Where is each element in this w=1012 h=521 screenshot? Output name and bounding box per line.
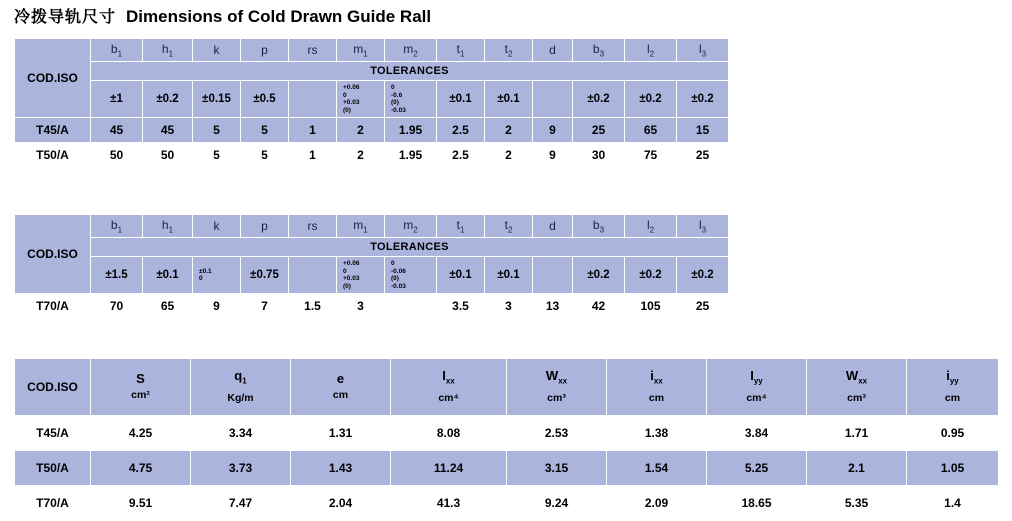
tolerance-cell: 0 -0.06 (0) -0.03 (385, 257, 437, 294)
table-row (15, 143, 729, 168)
table-cell: 2 (485, 143, 533, 168)
tolerance-cell: ±0.1 (437, 257, 485, 294)
table-cell: 3 (337, 294, 385, 319)
column-header: $b_3$ (573, 39, 625, 62)
table-cell: 9.24 (507, 486, 607, 521)
column-header: rs (289, 215, 337, 238)
row-label: T50/A (15, 451, 91, 486)
column-header: $W_{xx}$ cm³ (807, 359, 907, 416)
tolerance-cell: ±0.2 (573, 81, 625, 118)
table-cell: 1.43 (291, 451, 391, 486)
column-header: S cm² (91, 359, 191, 416)
corner-label: COD.ISO (15, 215, 91, 294)
tolerances-label-row (15, 238, 729, 257)
tolerance-cell: ±0.2 (677, 81, 729, 118)
table-cell: 2.53 (507, 416, 607, 451)
tolerance-cell: ±0.15 (193, 81, 241, 118)
table-cell: 65 (625, 118, 677, 143)
corner-label: COD.ISO (15, 359, 91, 416)
table-cell: 105 (625, 294, 677, 319)
tolerance-cell: ±0.1 (485, 81, 533, 118)
table-cell: 1.95 (385, 143, 437, 168)
column-header: $m_1$ (337, 39, 385, 62)
table-cell: 4.75 (91, 451, 191, 486)
table-cell: 65 (143, 294, 193, 319)
dimensions-table-1 (14, 38, 729, 168)
column-header: $W_{xx}$ cm³ (507, 359, 607, 416)
table-row (15, 294, 729, 319)
column-header: $t_2$ (485, 39, 533, 62)
column-header: $m_2$ (385, 215, 437, 238)
tolerance-cell: ±0.2 (677, 257, 729, 294)
table-cell: 9 (533, 118, 573, 143)
table-cell: 75 (625, 143, 677, 168)
table-cell: 50 (91, 143, 143, 168)
table-cell: 18.65 (707, 486, 807, 521)
table-cell: 3.34 (191, 416, 291, 451)
row-label: T50/A (15, 143, 91, 168)
row-label: T45/A (15, 118, 91, 143)
tolerance-cell (289, 257, 337, 294)
page-title-chinese: 冷拨导轨尺寸 (14, 9, 117, 26)
column-header: $t_2$ (485, 215, 533, 238)
tolerance-cell: ±0.1 (143, 257, 193, 294)
row-label: T70/A (15, 486, 91, 521)
tolerance-cell: +0.06 0 +0.03 (0) (337, 81, 385, 118)
table-cell: 2 (337, 118, 385, 143)
tolerance-cell: ±1.5 (91, 257, 143, 294)
table-cell: 3.84 (707, 416, 807, 451)
column-header: k (193, 215, 241, 238)
table-cell: 7 (241, 294, 289, 319)
table-cell: 1.95 (385, 118, 437, 143)
tolerance-cell: ±0.1 (437, 81, 485, 118)
column-header: p (241, 215, 289, 238)
table-cell: 5 (241, 143, 289, 168)
column-header: $b_1$ (91, 215, 143, 238)
table-cell: 5 (193, 118, 241, 143)
table-cell: 7.47 (191, 486, 291, 521)
column-header: $t_1$ (437, 215, 485, 238)
table-row (15, 118, 729, 143)
dimensions-table-2 (14, 214, 729, 319)
column-header: $I_{yy}$ cm⁴ (707, 359, 807, 416)
table-cell: 15 (677, 118, 729, 143)
table-cell (385, 294, 437, 319)
tolerance-cell: ±0.1 0 (193, 257, 241, 294)
column-header: $t_1$ (437, 39, 485, 62)
table-cell: 2.5 (437, 118, 485, 143)
tolerance-cell (533, 257, 573, 294)
column-header: $b_1$ (91, 39, 143, 62)
tolerance-cell: ±1 (91, 81, 143, 118)
table-cell: 5 (241, 118, 289, 143)
tolerance-cell: 0 -0.6 (0) -0.03 (385, 81, 437, 118)
column-header: $l_2$ (625, 39, 677, 62)
corner-label: COD.ISO (15, 39, 91, 118)
tolerances-row (15, 81, 729, 118)
tolerance-cell (533, 81, 573, 118)
column-header: $h_1$ (143, 215, 193, 238)
tolerance-cell: ±0.75 (241, 257, 289, 294)
table-cell: 2 (337, 143, 385, 168)
table-cell: 50 (143, 143, 193, 168)
column-header: rs (289, 39, 337, 62)
table-cell: 1 (289, 118, 337, 143)
column-header: k (193, 39, 241, 62)
table-header-row (15, 215, 729, 238)
tolerance-cell: ±0.2 (625, 257, 677, 294)
properties-table (14, 358, 999, 521)
table-header-row (15, 359, 999, 416)
table-cell: 11.24 (391, 451, 507, 486)
column-header: $l_2$ (625, 215, 677, 238)
table-cell: 41.3 (391, 486, 507, 521)
table-row (15, 416, 999, 451)
tolerance-cell: ±0.2 (573, 257, 625, 294)
tolerance-cell: ±0.5 (241, 81, 289, 118)
table-cell: 9 (193, 294, 241, 319)
tolerances-label: TOLERANCES (91, 62, 729, 81)
table-cell: 70 (91, 294, 143, 319)
column-header: $i_{xx}$ cm (607, 359, 707, 416)
table-row (15, 486, 999, 521)
tolerance-cell: ±0.2 (625, 81, 677, 118)
tolerances-row (15, 257, 729, 294)
table-cell: 25 (677, 143, 729, 168)
table-cell: 25 (677, 294, 729, 319)
column-header: $i_{yy}$ cm (907, 359, 999, 416)
table-cell: 25 (573, 118, 625, 143)
column-header: $q_1$ Kg/m (191, 359, 291, 416)
table-cell: 5.25 (707, 451, 807, 486)
column-header: e cm (291, 359, 391, 416)
tolerance-cell: ±0.2 (143, 81, 193, 118)
table-cell: 3.73 (191, 451, 291, 486)
table-cell: 1.54 (607, 451, 707, 486)
table-cell: 1.05 (907, 451, 999, 486)
table-cell: 3.5 (437, 294, 485, 319)
column-header: d (533, 215, 573, 238)
tolerances-label: TOLERANCES (91, 238, 729, 257)
table-header-row (15, 39, 729, 62)
table-cell: 0.95 (907, 416, 999, 451)
table-cell: 9 (533, 143, 573, 168)
table-cell: 45 (143, 118, 193, 143)
table-cell: 2 (485, 118, 533, 143)
table-cell: 4.25 (91, 416, 191, 451)
table-cell: 3 (485, 294, 533, 319)
column-header: $l_3$ (677, 39, 729, 62)
column-header: $b_3$ (573, 215, 625, 238)
table-cell: 1 (289, 143, 337, 168)
table-cell: 5.35 (807, 486, 907, 521)
column-header: p (241, 39, 289, 62)
table-cell: 42 (573, 294, 625, 319)
table-cell: 13 (533, 294, 573, 319)
column-header: $m_2$ (385, 39, 437, 62)
page-title-english: Dimensions of Cold Drawn Guide Rall (126, 7, 432, 26)
page-title (14, 4, 431, 27)
tolerance-cell: ±0.1 (485, 257, 533, 294)
table-cell: 2.04 (291, 486, 391, 521)
column-header: $m_1$ (337, 215, 385, 238)
table-cell: 2.5 (437, 143, 485, 168)
table-cell: 1.38 (607, 416, 707, 451)
table-row (15, 451, 999, 486)
table-cell: 30 (573, 143, 625, 168)
table-cell: 8.08 (391, 416, 507, 451)
table-cell: 3.15 (507, 451, 607, 486)
column-header: $I_{xx}$ cm⁴ (391, 359, 507, 416)
table-cell: 2.1 (807, 451, 907, 486)
table-cell: 1.4 (907, 486, 999, 521)
table-cell: 1.31 (291, 416, 391, 451)
row-label: T70/A (15, 294, 91, 319)
tolerance-cell: +0.06 0 +0.03 (0) (337, 257, 385, 294)
table-cell: 9.51 (91, 486, 191, 521)
table-cell: 45 (91, 118, 143, 143)
table-cell: 1.5 (289, 294, 337, 319)
table-cell: 1.71 (807, 416, 907, 451)
tolerance-cell (289, 81, 337, 118)
row-label: T45/A (15, 416, 91, 451)
table-cell: 2.09 (607, 486, 707, 521)
column-header: $l_3$ (677, 215, 729, 238)
table-cell: 5 (193, 143, 241, 168)
column-header: $h_1$ (143, 39, 193, 62)
tolerances-label-row (15, 62, 729, 81)
column-header: d (533, 39, 573, 62)
